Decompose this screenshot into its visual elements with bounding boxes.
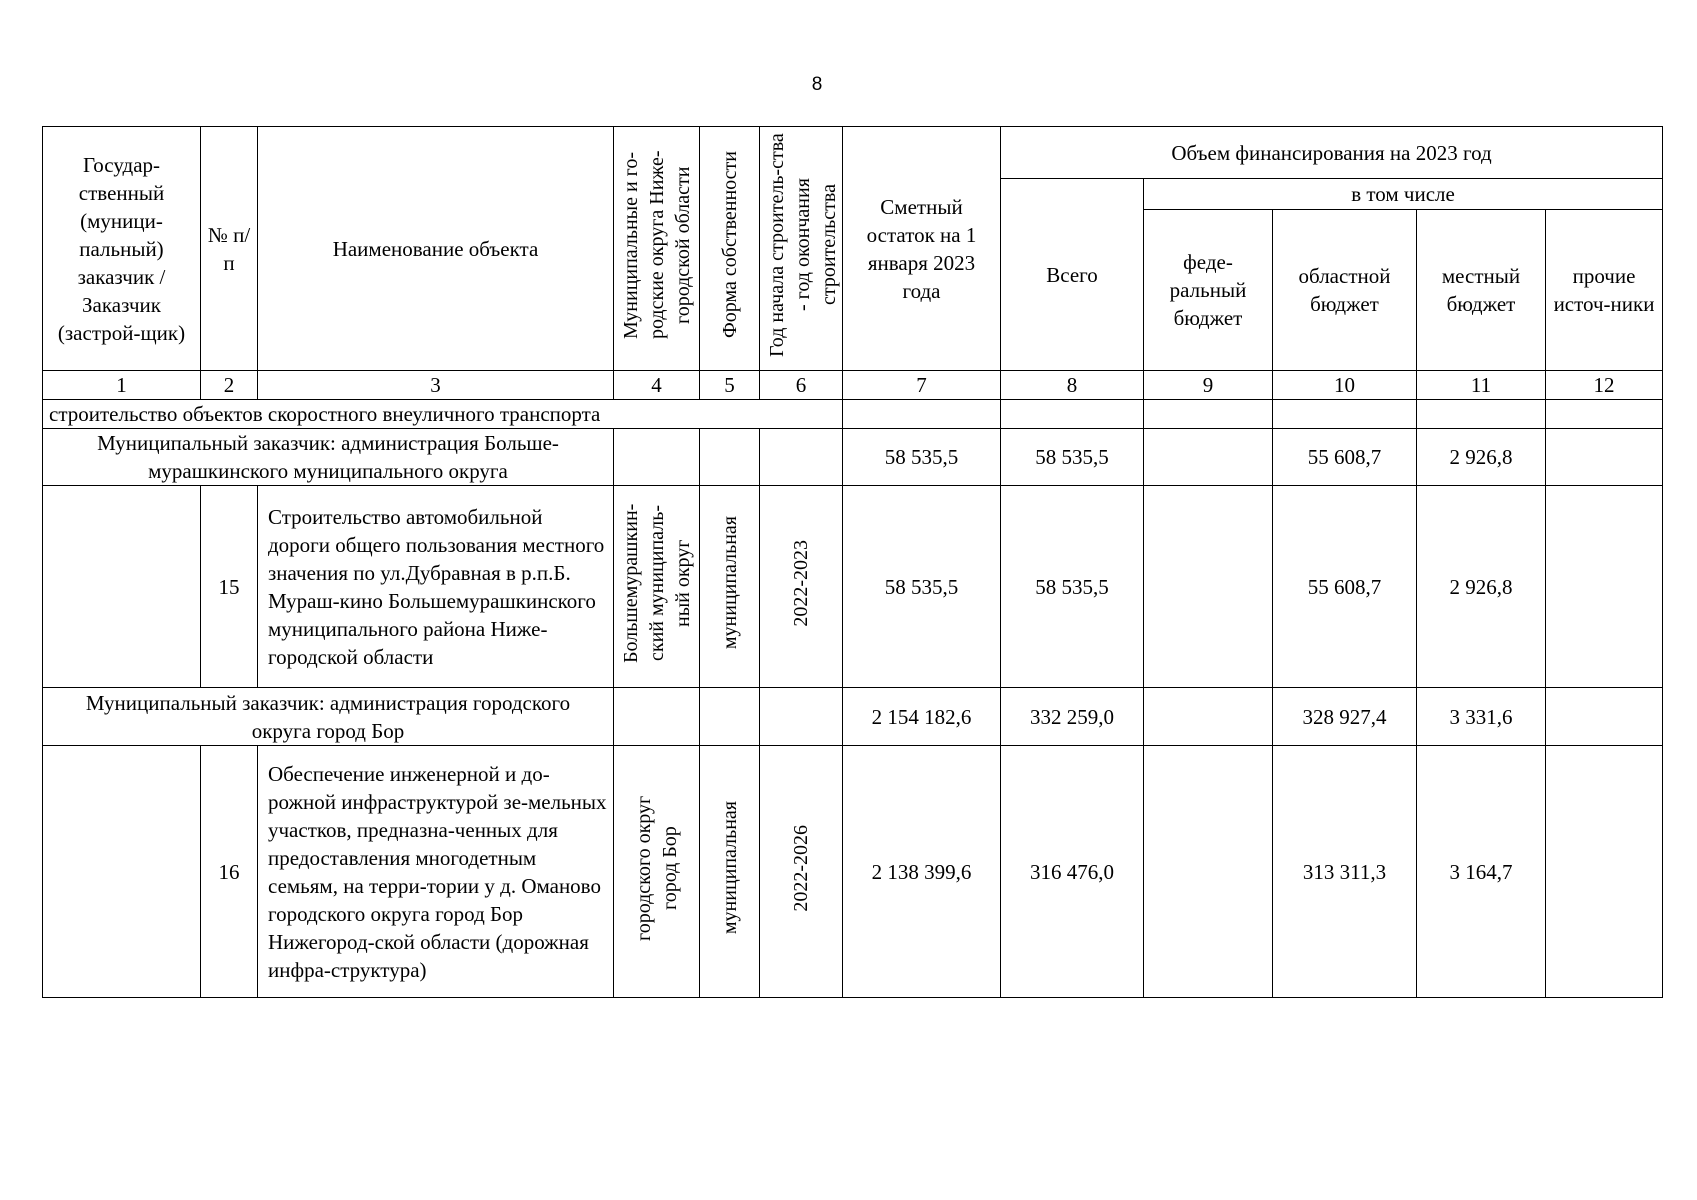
- object-name: Строительство автомобильной дороги общего пользования местного значения по ул.Дубравная в р.п.Б. Мураш-кино Большемурашкинского муниципального района Ниже-городской области: [258, 486, 614, 688]
- column-number: 4: [614, 371, 700, 400]
- customer-federal: [1144, 688, 1273, 746]
- section-title: строительство объектов скоростного внеуличного транспорта: [43, 400, 843, 429]
- customer-local: 3 331,6: [1417, 688, 1546, 746]
- customer-total: 332 259,0: [1001, 688, 1144, 746]
- column-number: 7: [843, 371, 1001, 400]
- column-number: 10: [1273, 371, 1417, 400]
- customer-federal: [1144, 429, 1273, 486]
- header-total: Всего: [1001, 179, 1144, 371]
- column-number: 3: [258, 371, 614, 400]
- row-estimate: 58 535,5: [843, 486, 1001, 688]
- header-years-text: Год начала строитель-ства - год окончания строительства: [766, 133, 840, 357]
- row-number: 15: [201, 486, 258, 688]
- row-estimate: 2 138 399,6: [843, 746, 1001, 998]
- header-regional: областной бюджет: [1273, 210, 1417, 371]
- row-ownership-text: муниципальная: [718, 516, 741, 650]
- row-ownership: [700, 486, 760, 688]
- row-municipality: [614, 486, 700, 688]
- customer-regional: 328 927,4: [1273, 688, 1417, 746]
- section-row: [43, 400, 1663, 429]
- header-ownership: [700, 127, 760, 371]
- customer-row: [43, 429, 1663, 486]
- row-total: 58 535,5: [1001, 486, 1144, 688]
- row-total: 316 476,0: [1001, 746, 1144, 998]
- row-local: 2 926,8: [1417, 486, 1546, 688]
- row-number: 16: [201, 746, 258, 998]
- row-local: 3 164,7: [1417, 746, 1546, 998]
- header-customer: Государ-ственный (муници-пальный) заказчик / Заказчик (застрой-щик): [43, 127, 201, 371]
- header-num: № п/п: [201, 127, 258, 371]
- header-local: местный бюджет: [1417, 210, 1546, 371]
- customer-other: [1546, 688, 1663, 746]
- row-regional: 313 311,3: [1273, 746, 1417, 998]
- row-years-text: 2022-2026: [790, 824, 812, 912]
- row-other: [1546, 746, 1663, 998]
- header-years: [760, 127, 843, 371]
- row-municipality-text: городского округ город Бор: [632, 795, 681, 941]
- customer-other: [1546, 429, 1663, 486]
- header-federal: феде-ральный бюджет: [1144, 210, 1273, 371]
- row-regional: 55 608,7: [1273, 486, 1417, 688]
- column-number: 9: [1144, 371, 1273, 400]
- column-number: 5: [700, 371, 760, 400]
- customer-total: 58 535,5: [1001, 429, 1144, 486]
- customer-row: [43, 688, 1663, 746]
- header-other: прочие источ-ники: [1546, 210, 1663, 371]
- column-numbers-row: [43, 371, 1663, 400]
- row-ownership-text: муниципальная: [718, 801, 741, 935]
- row-municipality: [614, 746, 700, 998]
- row-federal: [1144, 486, 1273, 688]
- header-municipality: [614, 127, 700, 371]
- header-object-name: Наименование объекта: [258, 127, 614, 371]
- customer-local: 2 926,8: [1417, 429, 1546, 486]
- column-number: 8: [1001, 371, 1144, 400]
- header-funding: Объем финансирования на 2023 год: [1001, 127, 1663, 179]
- customer-estimate: 58 535,5: [843, 429, 1001, 486]
- column-number: 11: [1417, 371, 1546, 400]
- customer-regional: 55 608,7: [1273, 429, 1417, 486]
- header-estimate: Сметный остаток на 1 января 2023 года: [843, 127, 1001, 371]
- customer-name: Муниципальный заказчик: администрация Больше-мурашкинского муниципального округа: [43, 429, 614, 486]
- row-other: [1546, 486, 1663, 688]
- column-number: 1: [43, 371, 201, 400]
- row-years-text: 2022-2023: [790, 539, 812, 627]
- column-number: 12: [1546, 371, 1663, 400]
- row-municipality-text: Большемурашкин-ский муниципаль-ный округ: [620, 503, 694, 663]
- object-name: Обеспечение инженерной и до-рожной инфраструктурой зе-мельных участков, предназна-ченных для предоставления многодетным семьям, на терри-тории у д. Оманово городского округа город Бор Нижегород-ской области (дорожная инфра-структура): [258, 746, 614, 998]
- table-row: [43, 746, 1663, 998]
- header-municipality-text: Муниципальные и го-родские округа Ниже-городской области: [620, 150, 694, 340]
- row-federal: [1144, 746, 1273, 998]
- financing-table: [42, 126, 1663, 998]
- column-number: 6: [760, 371, 843, 400]
- column-number: 2: [201, 371, 258, 400]
- header-ownership-text: Форма собственности: [718, 151, 741, 339]
- customer-estimate: 2 154 182,6: [843, 688, 1001, 746]
- page-number: 8: [811, 74, 823, 95]
- header-including: в том числе: [1144, 179, 1663, 210]
- row-ownership: [700, 746, 760, 998]
- row-years: [760, 746, 843, 998]
- row-years: [760, 486, 843, 688]
- customer-name: Муниципальный заказчик: администрация городского округа город Бор: [43, 688, 614, 746]
- table-row: [43, 486, 1663, 688]
